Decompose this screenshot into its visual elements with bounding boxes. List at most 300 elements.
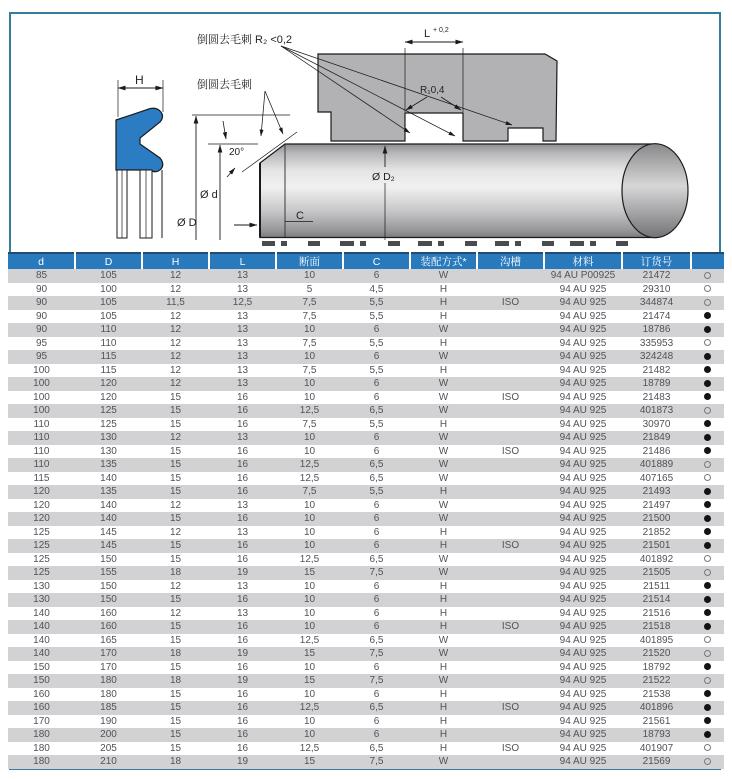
cell-d: 90: [35, 324, 48, 335]
cell-d: 140: [33, 648, 50, 659]
cell-mounting: W: [438, 472, 449, 484]
cell-order-no: 21483: [642, 391, 671, 403]
cell-material: 94 AU 925: [559, 540, 607, 551]
cell-groove: [477, 607, 544, 621]
col-header-D: D: [75, 253, 142, 269]
cell-material: 94 AU 925: [559, 283, 607, 295]
cell-L: 16: [236, 513, 249, 524]
cell-d: 150: [33, 661, 50, 673]
cell-mounting: W: [438, 378, 449, 389]
cell-section: 10: [303, 540, 316, 551]
cell-d: 125: [33, 553, 50, 565]
table-row: [8, 364, 724, 378]
cell-order-no: 18789: [642, 378, 671, 389]
cell-H: 15: [169, 472, 182, 484]
cell-groove: [477, 566, 544, 580]
col-header-section: 断面: [276, 253, 343, 269]
cell-c: 6: [373, 432, 380, 443]
cell-d: 160: [33, 688, 50, 700]
cell-order-no: 21472: [642, 270, 671, 281]
cell-marker: [691, 310, 724, 324]
cell-order-no: 407165: [639, 472, 674, 484]
cell-marker: [691, 674, 724, 688]
cell-groove: [477, 647, 544, 661]
cell-L: 16: [236, 553, 249, 565]
table-row: [8, 728, 724, 742]
cell-material: 94 AU 925: [559, 337, 607, 349]
cell-mounting: W: [438, 553, 449, 565]
cell-L: 16: [236, 634, 249, 646]
table-row: [8, 674, 724, 688]
cell-c: 6,5: [369, 405, 384, 416]
cell-mounting: H: [439, 661, 448, 673]
cell-mounting: H: [439, 729, 448, 740]
cell-L: 12,5: [232, 297, 253, 308]
cell-D: 125: [100, 418, 117, 430]
table-row: [8, 485, 724, 499]
cell-H: 18: [169, 567, 182, 578]
cell-marker: [691, 539, 724, 553]
availability-filled-circle: [704, 488, 711, 495]
cell-marker: [691, 607, 724, 621]
availability-open-circle: [704, 569, 711, 576]
cell-marker: [691, 661, 724, 675]
cell-mounting: H: [439, 526, 448, 538]
cell-D: 150: [100, 553, 117, 565]
cell-c: 6: [373, 729, 380, 740]
cell-material: 94 AU 925: [559, 661, 607, 673]
cell-marker: [691, 364, 724, 378]
cell-D: 110: [100, 337, 117, 349]
cell-d: 110: [33, 432, 50, 443]
cell-c: 5,5: [369, 418, 384, 430]
availability-open-circle: [704, 339, 711, 346]
cell-mounting: H: [439, 418, 448, 430]
cell-D: 180: [100, 688, 117, 700]
cell-section: 12,5: [299, 405, 320, 416]
cell-order-no: 21482: [642, 364, 671, 376]
availability-open-circle: [704, 650, 711, 657]
cell-H: 15: [169, 729, 182, 740]
availability-open-circle: [704, 299, 711, 306]
cell-material: 94 AU 925: [559, 499, 607, 511]
cell-c: 6: [373, 526, 380, 538]
table-row: [8, 337, 724, 351]
seal-dimension-table: [8, 252, 724, 769]
cell-groove: [477, 715, 544, 729]
cell-section: 10: [303, 621, 316, 632]
cell-order-no: 21522: [642, 675, 671, 686]
cell-H: 12: [169, 351, 182, 362]
cell-L: 19: [236, 567, 249, 578]
cell-groove: [477, 323, 544, 337]
cell-marker: [691, 742, 724, 756]
cell-material: 94 AU 925: [559, 553, 607, 565]
cell-d: 100: [33, 378, 50, 389]
cell-mounting: W: [438, 391, 449, 403]
cell-L: 16: [236, 405, 249, 416]
table-row: [8, 593, 724, 607]
availability-open-circle: [704, 461, 711, 468]
availability-filled-circle: [704, 596, 711, 603]
cell-c: 6: [373, 445, 380, 457]
cell-material: 94 AU 925: [559, 621, 607, 632]
availability-open-circle: [704, 758, 711, 765]
col-header-d: d: [8, 253, 75, 269]
cell-groove: [477, 661, 544, 675]
cell-H: 12: [169, 310, 182, 322]
table-row: [8, 701, 724, 715]
cell-groove: [477, 674, 544, 688]
cell-material: 94 AU 925: [559, 391, 607, 403]
cell-order-no: 324248: [639, 351, 674, 362]
cell-order-no: 21474: [642, 310, 671, 322]
cell-H: 15: [169, 513, 182, 524]
cell-d: 90: [35, 310, 48, 322]
dim-D-label: Ø D: [177, 217, 197, 229]
cell-section: 12,5: [299, 702, 320, 713]
table-row: [8, 350, 724, 364]
cell-material: 94 AU 925: [559, 351, 607, 362]
cell-mounting: W: [438, 405, 449, 416]
availability-filled-circle: [704, 731, 711, 738]
cell-L: 13: [236, 364, 249, 376]
cell-d: 140: [33, 621, 50, 632]
cell-D: 145: [100, 526, 117, 538]
cell-mounting: H: [439, 702, 448, 713]
cell-material: 94 AU 925: [559, 688, 607, 700]
col-header-c: C: [343, 253, 410, 269]
cell-d: 110: [33, 445, 50, 457]
cell-marker: [691, 283, 724, 297]
cell-marker: [691, 593, 724, 607]
cell-mounting: H: [439, 580, 448, 592]
cell-L: 13: [236, 283, 249, 295]
cell-section: 10: [303, 607, 316, 619]
cell-material: 94 AU 925: [559, 594, 607, 605]
table-row: [8, 323, 724, 337]
cell-d: 125: [33, 567, 50, 578]
cell-material: 94 AU 925: [559, 364, 607, 376]
availability-filled-circle: [704, 542, 711, 549]
cell-c: 5,5: [369, 364, 384, 376]
cell-c: 5,5: [369, 297, 384, 308]
cell-section: 10: [303, 729, 316, 740]
cell-order-no: 335953: [639, 337, 674, 349]
cell-c: 5,5: [369, 486, 384, 497]
cell-L: 16: [236, 729, 249, 740]
table-row: [8, 377, 724, 391]
cell-order-no: 401895: [639, 634, 674, 646]
cell-c: 7,5: [369, 648, 384, 659]
cell-d: 100: [33, 364, 50, 376]
cell-H: 12: [169, 364, 182, 376]
cell-d: 120: [33, 513, 50, 524]
cell-L: 19: [236, 756, 249, 767]
cell-H: 15: [169, 702, 182, 713]
cell-mounting: W: [438, 499, 449, 511]
col-header-marker: [691, 253, 724, 269]
cell-c: 6: [373, 499, 380, 511]
cell-section: 10: [303, 378, 316, 389]
cell-section: 10: [303, 513, 316, 524]
cell-H: 15: [169, 661, 182, 673]
cell-order-no: 21486: [642, 445, 671, 457]
cell-d: 160: [33, 702, 50, 713]
cell-material: 94 AU 925: [559, 702, 607, 713]
cell-L: 16: [236, 742, 249, 754]
cell-c: 6,5: [369, 742, 384, 754]
cell-H: 15: [169, 634, 182, 646]
availability-filled-circle: [704, 326, 711, 333]
cell-c: 6: [373, 378, 380, 389]
cell-mounting: W: [438, 648, 449, 659]
technical-drawing: [0, 0, 732, 250]
cell-groove: [477, 526, 544, 540]
cell-material: 94 AU 925: [559, 756, 607, 767]
cell-order-no: 21518: [642, 621, 671, 632]
cell-mounting: H: [439, 742, 448, 754]
availability-filled-circle: [704, 353, 711, 360]
cell-marker: [691, 755, 724, 769]
cell-H: 15: [169, 594, 182, 605]
cell-section: 12,5: [299, 553, 320, 565]
cell-material: 94 AU 925: [559, 418, 607, 430]
cell-section: 7,5: [302, 310, 317, 322]
cell-H: 12: [169, 378, 182, 389]
cell-d: 110: [33, 459, 50, 470]
cell-L: 16: [236, 459, 249, 470]
cell-mounting: W: [438, 445, 449, 457]
cell-marker: [691, 701, 724, 715]
cell-D: 170: [100, 661, 117, 673]
cell-L: 13: [236, 607, 249, 619]
table-row: [8, 688, 724, 702]
cell-D: 130: [100, 445, 117, 457]
cell-H: 15: [169, 553, 182, 565]
cell-L: 13: [236, 432, 249, 443]
cell-mounting: H: [439, 540, 448, 551]
cell-d: 125: [33, 526, 50, 538]
cell-mounting: H: [439, 607, 448, 619]
cell-order-no: 21501: [642, 540, 671, 551]
cell-mounting: H: [439, 364, 448, 376]
cell-L: 13: [236, 310, 249, 322]
cell-mounting: H: [439, 594, 448, 605]
cell-section: 10: [303, 499, 316, 511]
rod-end-cap: [622, 144, 688, 238]
table-row: [8, 445, 724, 459]
cell-section: 10: [303, 391, 316, 403]
col-header-order-no: 订货号: [622, 253, 691, 269]
cell-mounting: H: [439, 486, 448, 497]
cell-groove: ISO: [501, 621, 520, 632]
cell-material: 94 AU 925: [559, 310, 607, 322]
cell-D: 115: [100, 351, 117, 362]
cell-material: 94 AU 925: [559, 297, 607, 308]
cell-D: 165: [100, 634, 117, 646]
cell-order-no: 21516: [642, 607, 671, 619]
cell-D: 140: [100, 499, 117, 511]
cell-c: 6: [373, 351, 380, 362]
cell-order-no: 29310: [642, 283, 671, 295]
cell-groove: [477, 310, 544, 324]
cell-material: 94 AU 925: [559, 648, 607, 659]
table-row: [8, 620, 724, 634]
cell-order-no: 401896: [639, 702, 674, 713]
deburr-r2-label: 倒圆去毛刺 R₂ <0,2: [197, 34, 293, 46]
cell-D: 145: [100, 540, 117, 551]
cell-mounting: H: [439, 283, 448, 295]
cell-order-no: 21569: [642, 756, 671, 767]
cell-mounting: W: [438, 270, 449, 281]
cell-mounting: W: [438, 513, 449, 524]
cell-L: 13: [236, 351, 249, 362]
cell-d: 95: [35, 337, 48, 349]
cell-D: 100: [100, 283, 117, 295]
cell-L: 13: [236, 499, 249, 511]
cell-c: 6: [373, 661, 380, 673]
dim-C-label: C: [296, 210, 304, 222]
cell-order-no: 21500: [642, 513, 671, 524]
cell-mounting: W: [438, 432, 449, 443]
table-row: [8, 296, 724, 310]
cell-section: 12,5: [299, 472, 320, 484]
cell-L: 13: [236, 324, 249, 335]
clipped-watermark-strip: [262, 241, 628, 246]
cell-c: 6: [373, 715, 380, 727]
cell-D: 130: [100, 432, 117, 443]
cell-c: 7,5: [369, 675, 384, 686]
cell-d: 120: [33, 499, 50, 511]
cell-d: 130: [33, 580, 50, 592]
cell-H: 15: [169, 405, 182, 416]
cell-material: 94 AU 925: [559, 675, 607, 686]
cell-D: 180: [100, 675, 117, 686]
cell-mounting: H: [439, 297, 448, 308]
cell-order-no: 21514: [642, 594, 671, 605]
cell-groove: [477, 337, 544, 351]
cell-H: 15: [169, 621, 182, 632]
cell-material: 94 AU P00925: [550, 270, 616, 281]
cell-L: 16: [236, 391, 249, 403]
table-header: [8, 253, 724, 269]
cell-marker: [691, 647, 724, 661]
cell-marker: [691, 485, 724, 499]
cell-D: 155: [100, 567, 117, 578]
availability-filled-circle: [704, 582, 711, 589]
availability-filled-circle: [704, 366, 711, 373]
cell-material: 94 AU 925: [559, 324, 607, 335]
cell-H: 12: [169, 283, 182, 295]
cell-mounting: H: [439, 688, 448, 700]
cell-c: 7,5: [369, 756, 384, 767]
cell-order-no: 21511: [642, 580, 671, 592]
cell-H: 12: [169, 337, 182, 349]
cell-c: 6: [373, 594, 380, 605]
cell-D: 135: [100, 486, 117, 497]
cell-mounting: W: [438, 324, 449, 335]
table-row: [8, 431, 724, 445]
availability-filled-circle: [704, 420, 711, 427]
cell-material: 94 AU 925: [559, 378, 607, 389]
availability-open-circle: [704, 285, 711, 292]
cell-material: 94 AU 925: [559, 634, 607, 646]
cell-groove: [477, 377, 544, 391]
cell-marker: [691, 728, 724, 742]
cell-marker: [691, 350, 724, 364]
cell-material: 94 AU 925: [559, 567, 607, 578]
cell-section: 10: [303, 526, 316, 538]
cell-marker: [691, 715, 724, 729]
cell-marker: [691, 526, 724, 540]
table-row: [8, 283, 724, 297]
cell-section: 15: [303, 675, 316, 686]
cell-section: 10: [303, 688, 316, 700]
cell-D: 120: [100, 391, 117, 403]
cell-order-no: 401873: [639, 405, 674, 416]
cell-material: 94 AU 925: [559, 526, 607, 538]
cell-L: 13: [236, 378, 249, 389]
cell-groove: [477, 458, 544, 472]
cell-groove: ISO: [501, 540, 520, 551]
cell-order-no: 18786: [642, 324, 671, 335]
availability-open-circle: [704, 474, 711, 481]
cell-groove: [477, 688, 544, 702]
table-row: [8, 553, 724, 567]
cell-section: 10: [303, 661, 316, 673]
cell-D: 140: [100, 513, 117, 524]
cell-marker: [691, 445, 724, 459]
cell-c: 6: [373, 324, 380, 335]
cell-marker: [691, 512, 724, 526]
cell-material: 94 AU 925: [559, 729, 607, 740]
cell-groove: ISO: [501, 297, 520, 308]
cell-H: 15: [169, 486, 182, 497]
availability-filled-circle: [704, 717, 711, 724]
cell-groove: ISO: [501, 445, 520, 457]
cell-groove: [477, 350, 544, 364]
cell-c: 6,5: [369, 702, 384, 713]
cell-section: 7,5: [302, 486, 317, 497]
cell-section: 10: [303, 445, 316, 457]
dim-H-label: H: [135, 73, 144, 87]
cell-d: 140: [33, 634, 50, 646]
cell-L: 13: [236, 580, 249, 592]
cell-material: 94 AU 925: [559, 432, 607, 443]
cell-section: 7,5: [302, 418, 317, 430]
cell-d: 125: [33, 540, 50, 551]
cell-c: 6,5: [369, 634, 384, 646]
table-row: [8, 499, 724, 513]
cell-d: 100: [33, 405, 50, 416]
table-row: [8, 755, 724, 769]
availability-open-circle: [704, 272, 711, 279]
cell-H: 18: [169, 675, 182, 686]
cell-D: 185: [100, 702, 117, 713]
availability-filled-circle: [704, 393, 711, 400]
cell-D: 205: [100, 742, 117, 754]
cell-mounting: H: [439, 310, 448, 322]
cell-mounting: W: [438, 634, 449, 646]
cell-order-no: 18793: [642, 729, 671, 740]
cell-c: 6: [373, 391, 380, 403]
dim-D2-label: Ø D₂: [372, 171, 395, 183]
availability-filled-circle: [704, 434, 711, 441]
cell-mounting: W: [438, 756, 449, 767]
cell-order-no: 401907: [639, 742, 674, 754]
cell-H: 15: [169, 391, 182, 403]
